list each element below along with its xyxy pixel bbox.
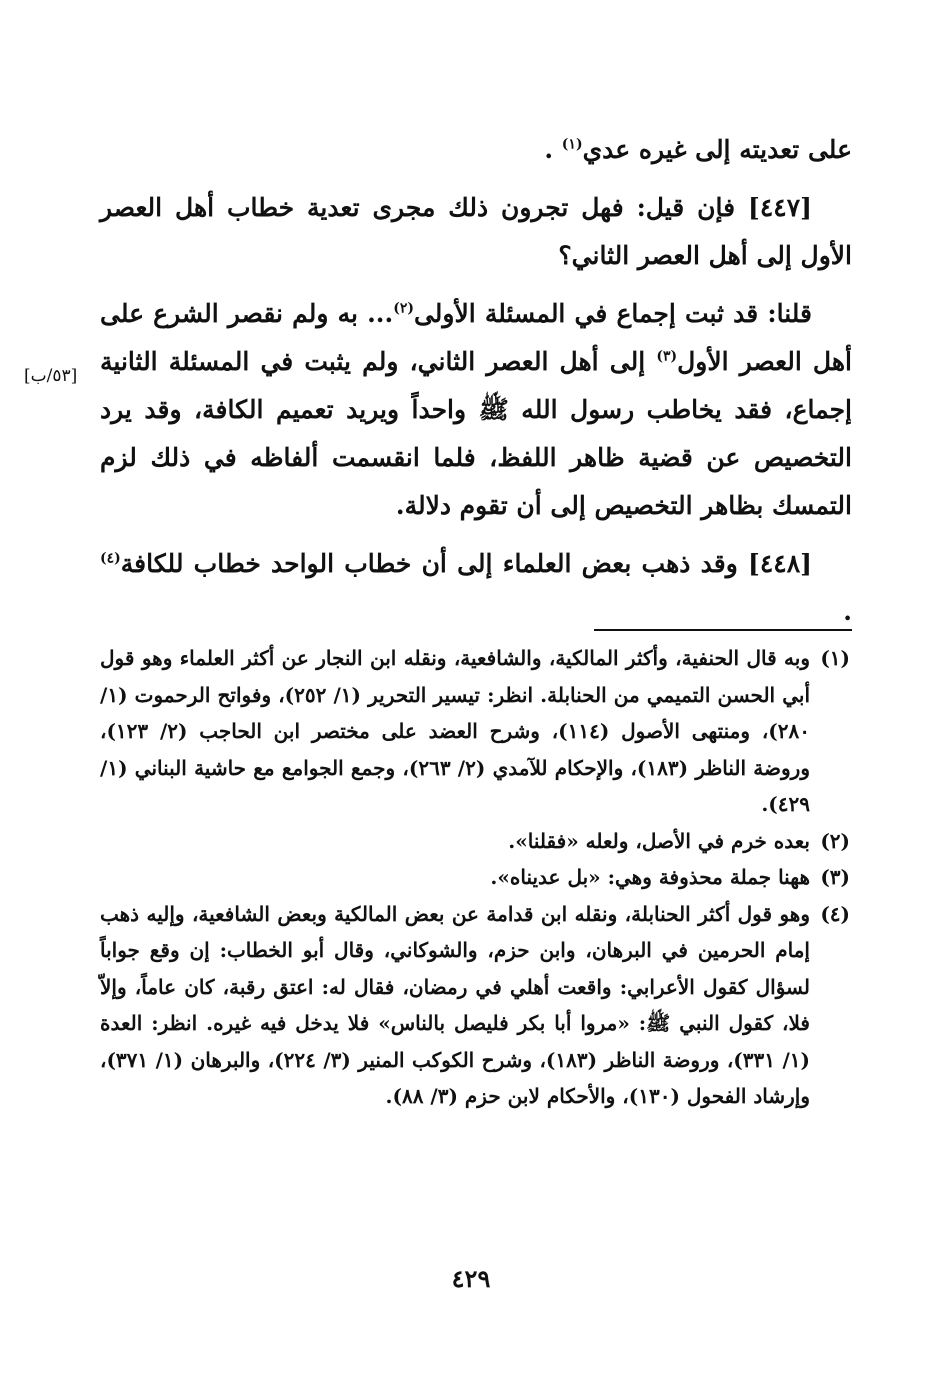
paragraph-number: [٤٤٧]: [748, 193, 812, 222]
footnote-separator: [594, 629, 852, 631]
page-number: ٤٢٩: [451, 1264, 491, 1293]
footnote-ref-1: (١): [561, 136, 583, 153]
footnote-1: [100, 640, 850, 823]
footnote-ref-4: (٤): [100, 550, 121, 567]
footnote-2: [100, 823, 850, 860]
footnote-text: وهو قول أكثر الحنابلة، ونقله ابن قدامة عن بعض المالكية وبعض الشافعية، وإليه ذهب إمام الحرمين في البرهان، وابن حزم، والشوكاني، وقال أبو الخطاب: إن وقع جواباً لسؤال كقول الأعرابي: واقعت أهلي في رمضان، فقال له: اعتق رقبة، كان عاماً، وإلاّ فلا، كقول النبي ﷺ: «مروا أبا بكر فليصل بالناس» فلا يدخل فيه غيره. انظر: العدة (١/ ٣٣١)، وروضة الناظر (١٨٣)، وشرح الكوكب المنير (٣/ ٢٢٤)، والبرهان (١/ ٣٧١)، وإرشاد الفحول (١٣٠)، والأحكام لابن حزم (٣/ ٨٨).: [100, 901, 810, 1108]
paragraph-1: على تعديته إلى غيره عدي$^{(١)}$ .: [544, 135, 852, 164]
footnote-text: ههنا جملة محذوفة وهي: «بل عديناه».: [490, 865, 810, 889]
footnote-number: (٢): [820, 828, 850, 853]
paragraph-answer: [٥٣/ب] قلنا: قد ثبت إجماع في المسئلة الأولى$^{(٢)}$... به ولم نقصر الشرع على أهل العصر الأول$^{(٣)}$ إلى أهل العصر الثاني، ولم يثبت في المسئلة الثانية إجماع، فقد يخاطب رسول الله ﷺ واحداً ويريد تعميم الكافة، وقد يرد التخصيص عن قضية ظاهر اللفظ، فلما انقسمت ألفاظه في ذلك لزم التمسك بظاهر التخصيص إلى أن تقوم دلالة.: [24, 299, 852, 520]
paragraph-447: [٤٤٧] فإن قيل: فهل تجرون ذلك مجرى تعدية خطاب أهل العصر الأول إلى أهل العصر الثاني؟: [100, 193, 852, 270]
footnote-text: بعده خرم في الأصل، ولعله «فقلنا».: [508, 828, 810, 853]
paragraph-number: [٤٤٨]: [748, 549, 812, 578]
footnote-number: (٣): [820, 865, 850, 889]
footnote-3: [100, 859, 850, 896]
footnote-4: [100, 896, 850, 1115]
footnote-text: وبه قال الحنفية، وأكثر المالكية، والشافعية، ونقله ابن النجار عن أكثر العلماء وهو قول أبي الحسن التميمي من الحنابلة. انظر: تيسير التحرير (١/ ٢٥٢)، وفواتح الرحموت (١/ ٢٨٠)، ومنتهى الأصول (١١٤)، وشرح العضد على مختصر ابن الحاجب (٢/ ١٢٣)، وروضة الناظر (١٨٣)، والإحكام للآمدي (٢/ ٢٦٣)، وجمع الجوامع مع حاشية البناني (١/ ٤٢٩).: [100, 646, 811, 816]
footnote-ref-3: (٣): [656, 348, 678, 365]
footnote-number: (١): [820, 646, 850, 670]
footnote-number: (٤): [820, 901, 850, 926]
main-text: [24, 126, 852, 646]
paragraph-448: [٤٤٨] وقد ذهب بعض العلماء إلى أن خطاب الواحد خطاب للكافة$^{(٤)}$ .: [100, 549, 852, 626]
manuscript-folio-ref: [٥٣/ب]: [24, 366, 78, 386]
footnote-ref-2: (٢): [393, 300, 414, 317]
footnotes: [100, 640, 850, 1115]
